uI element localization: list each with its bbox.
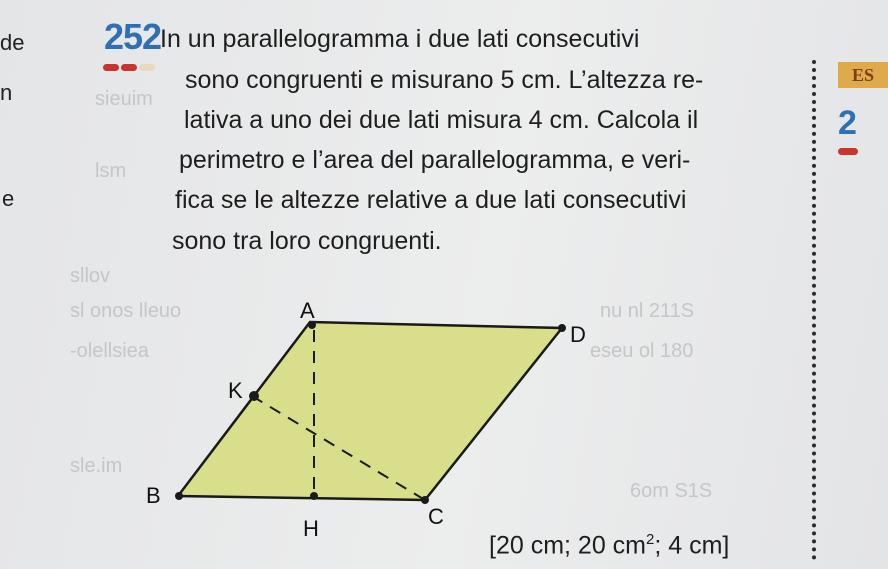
exercise-number: 252 bbox=[104, 16, 162, 57]
vertex-label-c: C bbox=[428, 504, 444, 529]
problem-line: perimetro e l’area del parallelogramma, e veri- bbox=[179, 146, 691, 174]
answer-exponent: 2 bbox=[646, 531, 655, 548]
parallelogram-shape bbox=[178, 322, 562, 500]
answer-part: ; 4 cm] bbox=[654, 531, 730, 560]
problem-line: fica se le altezze relative a due lati consecutivi bbox=[175, 186, 687, 214]
answer-text bbox=[489, 531, 729, 560]
show-through-text: lsm bbox=[95, 160, 127, 182]
vertex-label-a: A bbox=[300, 298, 315, 323]
foot-label-h: H bbox=[303, 516, 319, 541]
problem-line: sono congruenti e misurano 5 cm. L’altezza re- bbox=[185, 66, 704, 94]
foot-point-h bbox=[310, 492, 318, 500]
next-exercise-number: 2 bbox=[838, 104, 857, 142]
vertex-point bbox=[558, 324, 566, 332]
problem-line: In un parallelogramma i due lati consecutivi bbox=[160, 25, 640, 53]
section-badge: ES bbox=[838, 62, 888, 88]
show-through-text: sle.im bbox=[70, 455, 123, 477]
show-through-text: 6om S1S bbox=[630, 480, 713, 502]
problem-line: sono tra loro congruenti. bbox=[172, 227, 442, 255]
problem-line: lativa a uno dei due lati misura 4 cm. Calcola il bbox=[184, 106, 699, 134]
vertex-point bbox=[175, 492, 183, 500]
margin-fragment: n bbox=[0, 80, 13, 105]
margin-fragment: e bbox=[2, 186, 15, 211]
show-through-text: sllov bbox=[70, 265, 111, 287]
foot-point-k bbox=[249, 391, 259, 401]
show-through-text: sieuim bbox=[95, 88, 153, 110]
foot-label-k: K bbox=[228, 378, 243, 403]
show-through-text: -olellsiea bbox=[70, 340, 149, 362]
margin-fragment: de bbox=[0, 30, 25, 55]
show-through-text: nu nl 211S bbox=[600, 300, 695, 322]
show-through-text: eseu ol 180 bbox=[590, 340, 694, 362]
vertex-point bbox=[421, 496, 429, 504]
vertex-label-d: D bbox=[570, 322, 586, 347]
vertex-label-b: B bbox=[146, 483, 161, 508]
show-through-text: sl onos lleuo bbox=[70, 300, 182, 322]
answer-part: [20 cm; 20 cm bbox=[489, 531, 646, 560]
